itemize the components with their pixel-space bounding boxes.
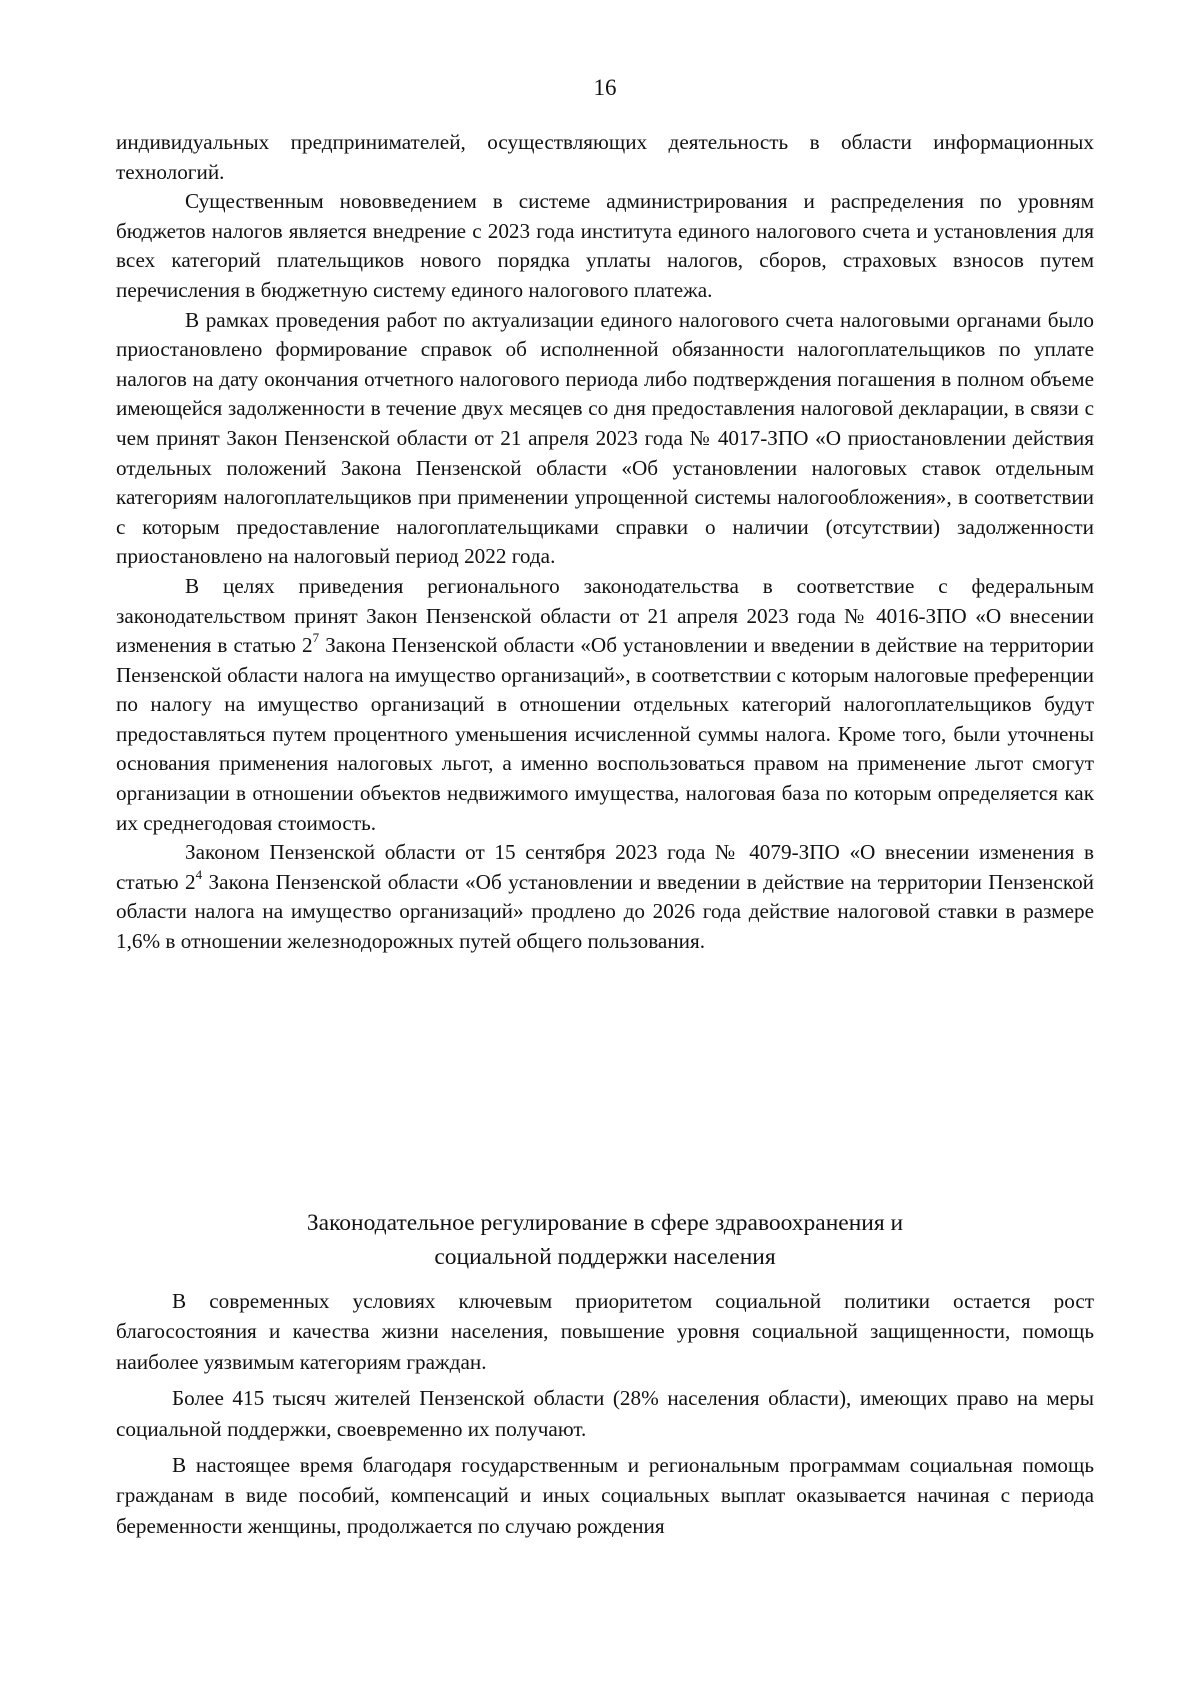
paragraph-social-assistance: В настоящее время благодаря государственным и региональным программам социальная помощь гражданам в виде пособий, компенсаций и иных социальных выплат оказывается начиная с периода беременности женщины, продолжается по случаю рождения	[116, 1453, 1094, 1538]
paragraph-continuation: индивидуальных предпринимателей, осуществляющих деятельность в области информационных технологий.	[116, 130, 1094, 184]
paragraph-law-4016-text-a: В целях приведения регионального законодательства в соответствие с федеральным законодательством принят Закон Пензенской области от 21 апреля 2023 года № 4016-ЗПО «О внесении изменения в статью 2	[116, 573, 1094, 658]
paragraph-law-4016-text-b: Закона Пензенской области «Об установлении и введении в действие на территории Пензенской области налога на имущество организаций», в соответствии с которым налоговые преференции по налогу на имущество организаций в отношении отдельных категорий налогоплательщиков будут предоставляться путем процентного уменьшения исчисленной суммы налога. Кроме того, были уточнены основания применения налоговых льгот, а именно воспользоваться правом на применение льгот смогут организации в отношении объектов недвижимого имущества, налоговая база по которым определяется как их среднегодовая стоимость.	[116, 633, 1094, 835]
section-heading-line-1: Законодательное регулирование в сфере здравоохранения и	[306, 1210, 904, 1236]
section-heading-line-2: социальной поддержки населения	[434, 1244, 776, 1270]
page-number: 16	[593, 75, 617, 100]
superscript-7: 7	[312, 630, 320, 646]
paragraph-law-4079-text-a: Законом Пензенской области от 15 сентября 2023 года № 4079-ЗПО «О внесении изменения в статью 2	[116, 840, 1094, 894]
paragraph-law-4079	[116, 838, 1094, 956]
superscript-4: 4	[195, 866, 203, 882]
paragraph-law-4016	[116, 572, 1094, 838]
section-heading	[116, 1206, 1094, 1274]
section-social-support	[116, 1286, 1094, 1547]
paragraph-law-4017: В рамках проведения работ по актуализации единого налогового счета налоговыми органами было приостановлено формирование справок об исполненной обязанности налогоплательщиков по уплате налогов на дату окончания отчетного налогового периода либо подтверждения погашения в полном объеме имеющейся задолженности в течение двух месяцев со дня предоставления налоговой декларации, в связи с чем принят Закон Пензенской области от 21 апреля 2023 года № 4017-ЗПО «О приостановлении действия отдельных положений Закона Пензенской области «Об установлении налоговых ставок отдельным категориям налогоплательщиков при применении упрощенной системы налогообложения», в соответствии с которым предоставление налогоплательщиками справки о наличии (отсутствии) задолженности приостановлено на налоговый период 2022 года.	[116, 307, 1094, 569]
paragraph-residents-415k: Более 415 тысяч жителей Пензенской области (28% населения области), имеющих право на меры социальной поддержки, своевременно их получают.	[116, 1386, 1094, 1441]
paragraph-unified-tax-account: Существенным нововведением в системе администрирования и распределения по уровням бюджетов налогов является внедрение с 2023 года института единого налогового счета и установления для всех категорий плательщиков нового порядка уплаты налогов, сборов, страховых взносов путем перечисления в бюджетную систему единого налогового платежа.	[116, 189, 1094, 302]
paragraph-social-priority: В современных условиях ключевым приоритетом социальной политики остается рост благосостояния и качества жизни населения, повышение уровня социальной защищенности, помощь наиболее уязвимым категориям граждан.	[116, 1289, 1094, 1374]
section-tax-legislation	[116, 128, 1094, 957]
paragraph-law-4079-text-b: Закона Пензенской области «Об установлении и введении в действие на территории Пензенской области налога на имущество организаций» продлено до 2026 года действие налоговой ставки в размере 1,6% в отношении железнодорожных путей общего пользования.	[116, 869, 1094, 954]
